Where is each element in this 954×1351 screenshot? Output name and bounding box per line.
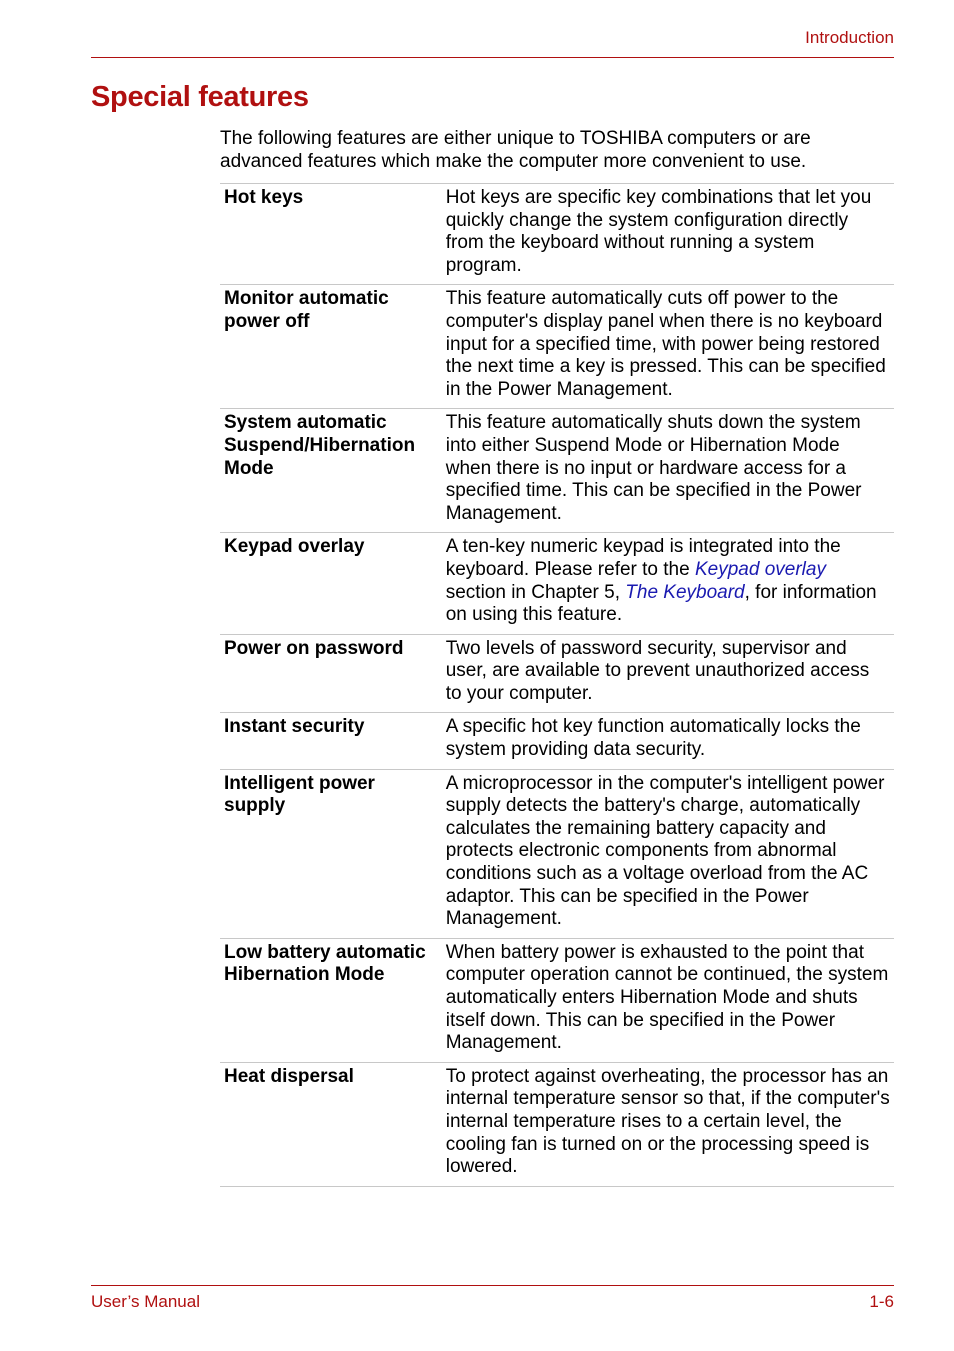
page-footer: [91, 1285, 894, 1311]
feature-term: Monitor automatic power off: [220, 285, 442, 409]
table-row: [220, 184, 894, 285]
table-row: [220, 713, 894, 769]
feature-term: Low battery automatic Hibernation Mode: [220, 938, 442, 1062]
feature-term: Instant security: [220, 713, 442, 769]
table-row: [220, 938, 894, 1062]
manual-label: User’s Manual: [91, 1292, 200, 1311]
keypad-overlay-link[interactable]: Keypad overlay: [694, 558, 826, 580]
table-row: [220, 769, 894, 938]
intro-text: The following features are either unique to TOSHIBA computers or are advanced features which make the computer more convenient to use.: [220, 128, 811, 172]
table-row: [220, 1062, 894, 1186]
feature-term: Keypad overlay: [220, 533, 442, 634]
feature-description: Two levels of password security, supervisor and user, are available to prevent unauthorized access to your computer.: [442, 634, 894, 713]
feature-term: Hot keys: [220, 184, 442, 285]
feature-description: A specific hot key function automatically locks the system providing data security.: [442, 713, 894, 769]
feature-description: When battery power is exhausted to the point that computer operation cannot be continued, the system automatically enters Hibernation Mode and shuts itself down. This can be specified in the Power Management.: [442, 938, 894, 1062]
feature-description: A microprocessor in the computer's intelligent power supply detects the battery's charge, automatically calculates the remaining battery capacity and protects electronic components from abnormal conditions such as a voltage overload from the AC adaptor. This can be specified in the Power Management.: [442, 769, 894, 938]
table-row: [220, 285, 894, 409]
feature-term: System automatic Suspend/Hibernation Mode: [220, 409, 442, 533]
section-label: Introduction: [805, 28, 894, 47]
feature-term: Heat dispersal: [220, 1062, 442, 1186]
feature-term: Power on password: [220, 634, 442, 713]
feature-description: This feature automatically cuts off power to the computer's display panel when there is no keyboard input for a specified time, with power being restored the next time a key is pressed. This can be specified in the Power Management.: [442, 285, 894, 409]
table-row: [220, 409, 894, 533]
features-table: [220, 183, 894, 1187]
feature-description: [442, 533, 894, 634]
table-row: [220, 634, 894, 713]
description-text: section in Chapter 5,: [445, 581, 626, 603]
table-row: [220, 533, 894, 634]
the-keyboard-link[interactable]: The Keyboard: [625, 581, 745, 603]
intro-paragraph: [220, 128, 890, 173]
description-text: A ten-key numeric keypad is integrated into the keyboard. Please refer to the: [445, 536, 841, 580]
feature-description: To protect against overheating, the processor has an internal temperature sensor so that, if the computer's internal temperature rises to a certain level, the cooling fan is turned on or the processing speed is lowered.: [442, 1062, 894, 1186]
page-header: [91, 0, 894, 58]
page-number: 1-6: [869, 1292, 894, 1311]
feature-description: This feature automatically shuts down the system into either Suspend Mode or Hibernation Mode when there is no input or hardware access for a specified time. This can be specified in the Power Management.: [442, 409, 894, 533]
page-title: Special features: [91, 81, 309, 113]
feature-description: Hot keys are specific key combinations that let you quickly change the system configuration directly from the keyboard without running a system program.: [442, 184, 894, 285]
feature-term: Intelligent power supply: [220, 769, 442, 938]
description-text: , for information on using this feature.: [445, 581, 877, 626]
